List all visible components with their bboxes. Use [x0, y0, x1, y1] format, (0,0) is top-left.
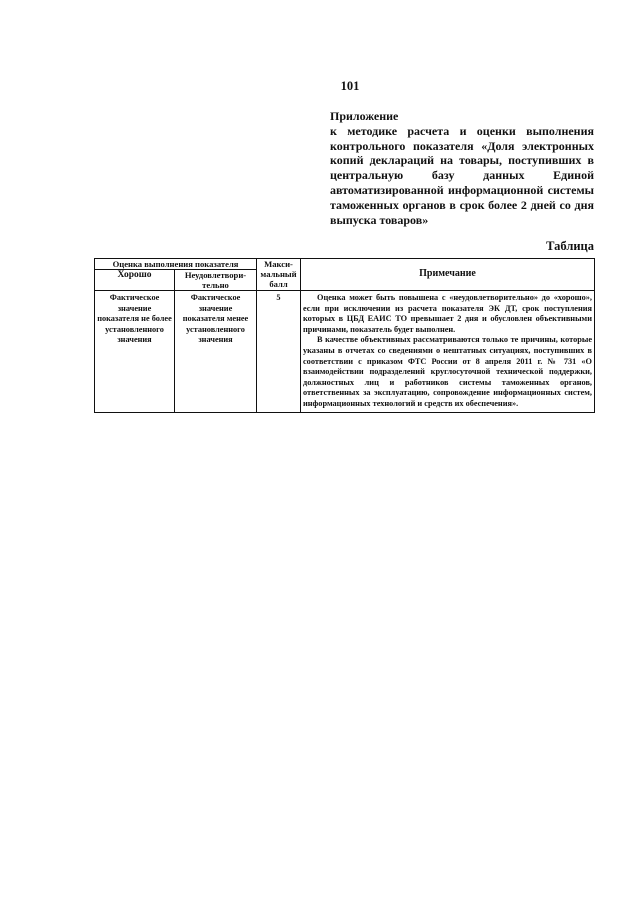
- table-label: Таблица: [546, 239, 594, 253]
- cell-unsatisfactory: Фактическое значение показателя менее установленного значения: [175, 291, 257, 413]
- appendix-title: Приложение: [330, 109, 399, 123]
- note-paragraph-2: В качестве объективных рассматриваются только те причины, которые указаны в отчетах со сведениями о нештатных ситуациях, поступивших в соответствии с приказом ФТС России от 8 апреля 2011 г. № 731 «О взаимодействии подразделений круглосуточной технической поддержки, должностных лиц и работников системы таможенных органов, ответственных за эксплуатацию, сопровождение информационных систем, информационных технологий и средств их обеспечения».: [303, 335, 592, 408]
- table-header-row-1: [95, 259, 595, 270]
- appendix-header: [330, 109, 594, 227]
- cell-note: [301, 291, 595, 413]
- cell-good: Фактическое значение показателя не более установленного значения: [95, 291, 175, 413]
- cell-max-score: 5: [257, 291, 301, 413]
- header-good: Хорошо: [95, 270, 175, 291]
- table-row: [95, 291, 595, 413]
- note-paragraph-1: Оценка может быть повышена с «неудовлетворительно» до «хорошо», если при исключении из расчета показателя ЭК ДТ, срок поступления которых в ЦБД ЕАИС ТО превышает 2 дня и обусловлен объективными причинами, показатель будет выполнен.: [303, 293, 592, 334]
- page-number: 101: [340, 79, 360, 93]
- appendix-text: к методике расчета и оценки выполнения контрольного показателя «Доля электронных копий деклараций на товары, поступивших в центральную базу данных Единой автоматизированной информационной системы таможенных органов в срок более 2 дней со дня выпуска товаров»: [330, 123, 594, 227]
- assessment-table: [94, 258, 595, 413]
- header-unsatisfactory: Неудовлетвори- тельно: [175, 270, 257, 291]
- header-max-score: Макси- мальный балл: [257, 259, 301, 291]
- header-assessment-group: Оценка выполнения показателя: [95, 259, 257, 270]
- header-note: Примечание: [301, 259, 595, 291]
